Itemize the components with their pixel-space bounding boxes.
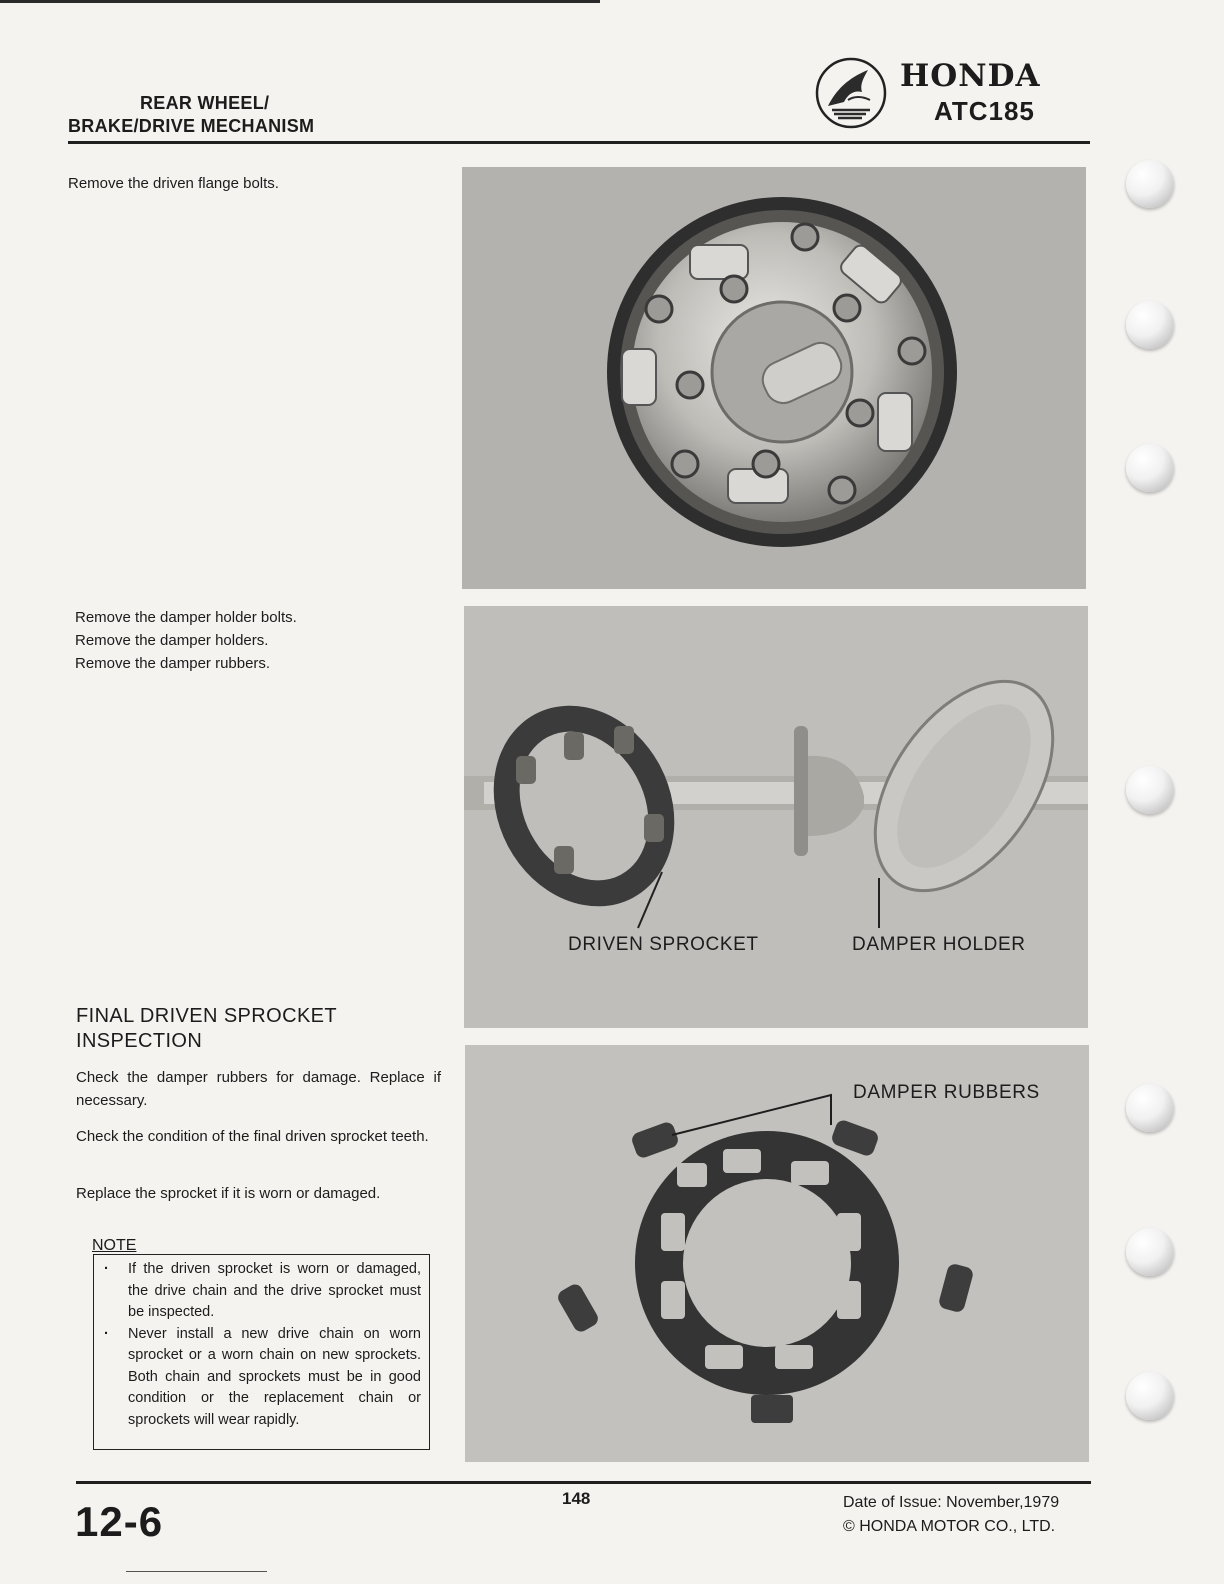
top-edge-rule (0, 0, 600, 3)
binder-hole-marker (1126, 1372, 1174, 1420)
inspection-heading-line2: INSPECTION (76, 1030, 203, 1052)
note-label: NOTE (92, 1237, 137, 1254)
bottom-underline (126, 1571, 267, 1572)
binder-hole-marker (1126, 1084, 1174, 1132)
damper-steps (75, 606, 297, 675)
inspection-para-replace: Replace the sprocket if it is worn or damaged. (76, 1185, 381, 1202)
inspection-heading-line1: FINAL DRIVEN SPROCKET (76, 1005, 338, 1027)
inspection-para-rubbers: Check the damper rubbers for damage. Replace if necessary. (76, 1069, 441, 1109)
step-remove-damper-holders: Remove the damper holders. (75, 632, 269, 649)
step-remove-flange-bolts: Remove the driven flange bolts. (68, 175, 279, 192)
inspection-heading (76, 1004, 337, 1054)
callout-damper-holder: DAMPER HOLDER (852, 934, 1026, 955)
binder-hole-marker (1126, 444, 1174, 492)
page-number: 148 (562, 1489, 591, 1508)
photo-sprocket-rubbers (465, 1045, 1089, 1462)
copyright: © HONDA MOTOR CO., LTD. (843, 1518, 1056, 1535)
step-remove-damper-rubbers: Remove the damper rubbers. (75, 655, 271, 672)
binder-hole-marker (1126, 766, 1174, 814)
honda-wing-logo (814, 56, 888, 130)
photo-driven-flange (462, 167, 1086, 589)
callout-driven-sprocket: DRIVEN SPROCKET (568, 934, 759, 955)
section-title-line2: BRAKE/DRIVE MECHANISM (68, 116, 315, 136)
brand-name: HONDA (900, 58, 1041, 94)
section-title-line1: REAR WHEEL/ (140, 93, 270, 113)
photo-damper-disassembly (464, 606, 1088, 1028)
note-box (93, 1254, 430, 1450)
header-rule (68, 141, 1090, 144)
step-remove-damper-holder-bolts: Remove the damper holder bolts. (75, 609, 297, 626)
note-item: · If the driven sprocket is worn or damaged, the drive chain and the drive sprocket must be inspected. (104, 1259, 421, 1324)
note-item: · Never install a new drive chain on worn sprocket or a worn chain on new sprockets. Both chain and sprockets must be in good condition or the replacement chain or sprockets will wear rapidly. (104, 1324, 421, 1432)
inspection-para-teeth: Check the condition of the final driven sprocket teeth. (76, 1128, 429, 1145)
binder-hole-marker (1126, 160, 1174, 208)
binder-hole-marker (1126, 301, 1174, 349)
issue-info (843, 1491, 1059, 1539)
section-title (68, 92, 314, 138)
page-code: 12-6 (75, 1498, 164, 1545)
binder-hole-marker (1126, 1228, 1174, 1276)
model-name: ATC185 (934, 96, 1035, 126)
issue-date: Date of Issue: November,1979 (843, 1494, 1060, 1511)
callout-damper-rubbers: DAMPER RUBBERS (853, 1082, 1040, 1103)
footer-rule (76, 1481, 1091, 1484)
